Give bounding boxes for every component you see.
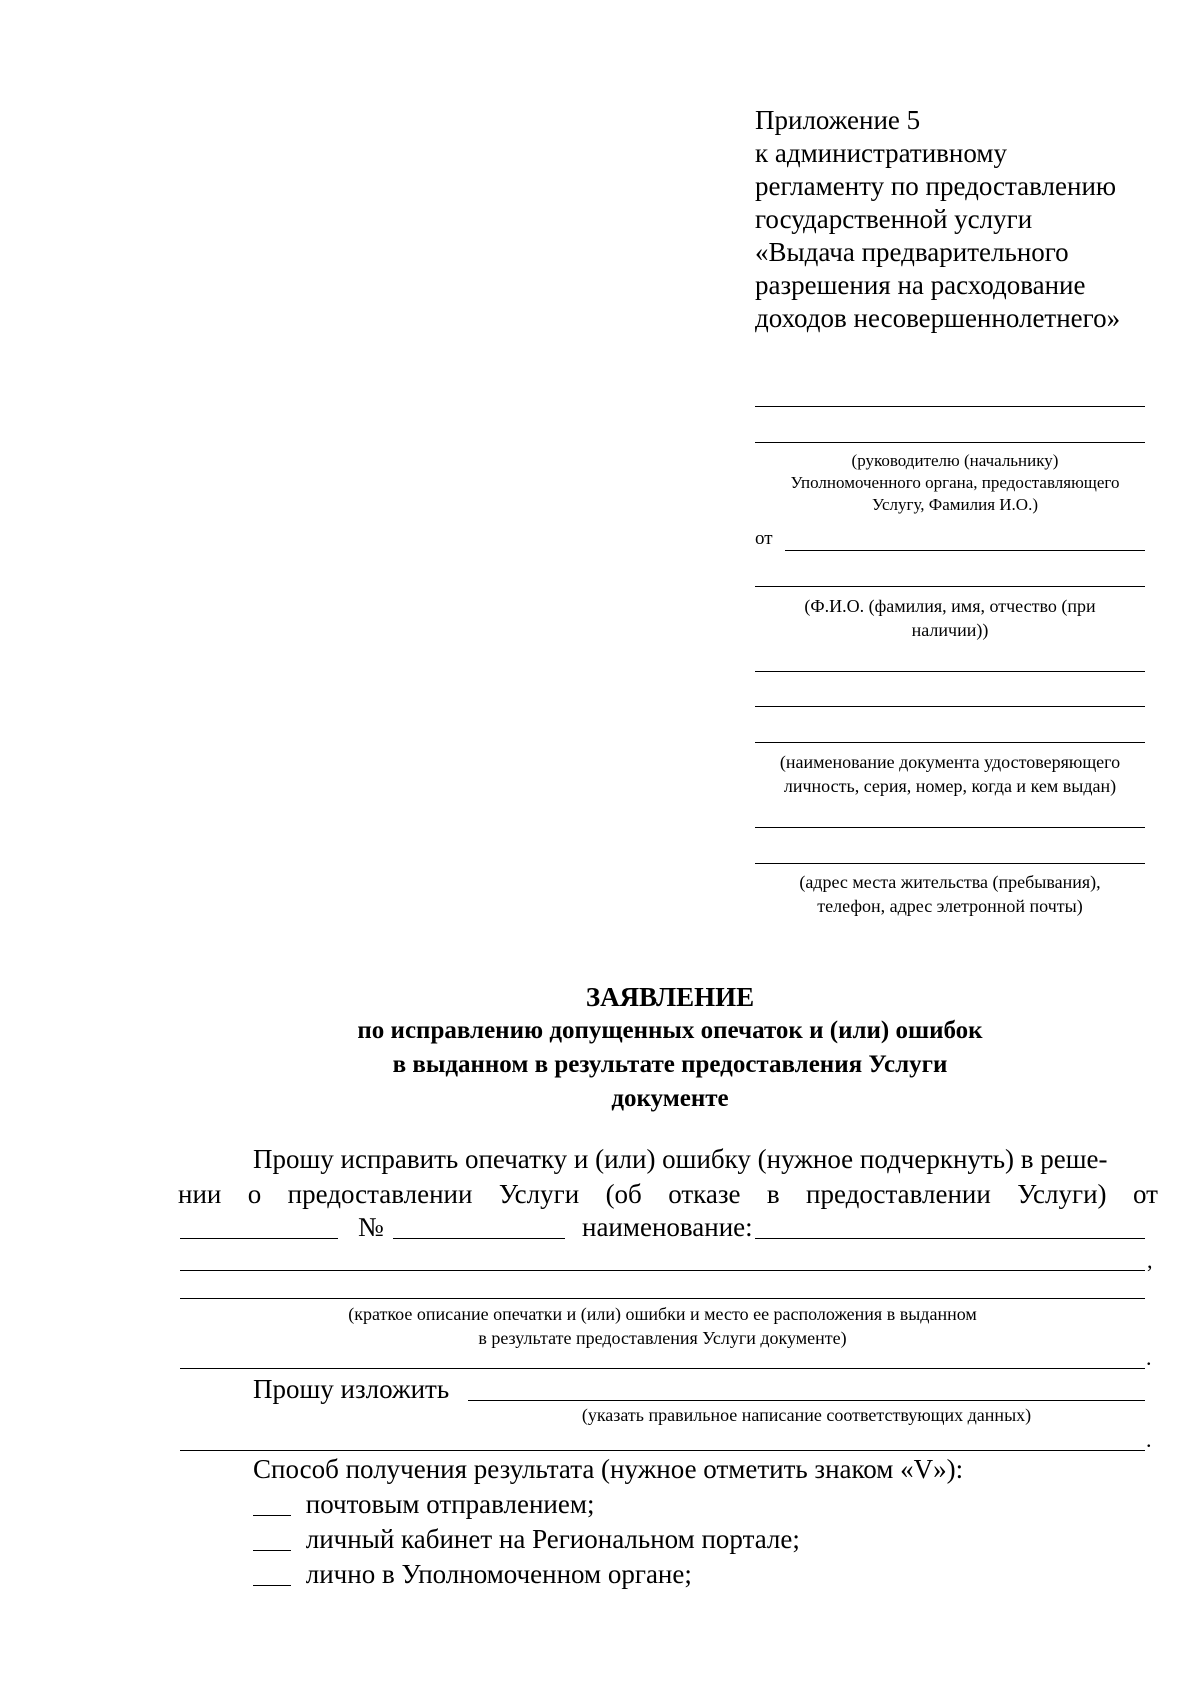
addressee-blank-2[interactable] bbox=[755, 442, 1145, 443]
caption-line: (краткое описание опечатки и (или) ошибки и место ее расположения в выданном bbox=[348, 1304, 977, 1324]
restate-blank[interactable] bbox=[468, 1400, 1145, 1401]
doc-caption bbox=[745, 750, 1155, 798]
address-caption bbox=[755, 870, 1145, 918]
option-label: почтовым отправлением; bbox=[305, 1489, 595, 1519]
option-label: личный кабинет на Региональном портале; bbox=[305, 1524, 800, 1554]
word: предоставлении bbox=[287, 1179, 473, 1209]
addressee-caption bbox=[745, 450, 1165, 516]
annex-line: государственной услуги bbox=[755, 204, 1033, 234]
option-checkbox-blank[interactable] bbox=[253, 1585, 291, 1586]
request-line-2 bbox=[178, 1177, 1158, 1211]
option-postal[interactable] bbox=[253, 1487, 594, 1521]
caption-line: (руководителю (начальнику) bbox=[851, 451, 1059, 470]
annex-header bbox=[755, 104, 1175, 335]
option-checkbox-blank[interactable] bbox=[253, 1550, 291, 1551]
word: от bbox=[1132, 1179, 1158, 1209]
number-blank[interactable] bbox=[393, 1238, 565, 1239]
word: в bbox=[766, 1179, 780, 1209]
caption-line: Уполномоченного органа, предоставляющего bbox=[790, 473, 1120, 492]
subtitle-line: в выданном в результате предоставления Услуги bbox=[392, 1051, 948, 1078]
option-checkbox-blank[interactable] bbox=[253, 1515, 291, 1516]
annex-line: к административному bbox=[755, 138, 1007, 168]
word: отказе bbox=[668, 1179, 741, 1209]
restate-blank-2[interactable] bbox=[180, 1450, 1145, 1451]
word: Услуги) bbox=[1017, 1179, 1107, 1209]
document-heading: ЗАЯВЛЕНИЕ bbox=[585, 982, 755, 1012]
from-blank-2[interactable] bbox=[755, 586, 1145, 587]
caption-line: (Ф.И.О. (фамилия, имя, отчество (при bbox=[804, 596, 1096, 616]
annex-line: Приложение 5 bbox=[755, 105, 921, 135]
description-caption bbox=[180, 1302, 1145, 1350]
subtitle-line: документе bbox=[611, 1085, 729, 1112]
annex-line: доходов несовершеннолетнего» bbox=[755, 303, 1121, 333]
option-in-person[interactable] bbox=[253, 1557, 692, 1591]
from-blank[interactable] bbox=[785, 550, 1145, 551]
word: Услуги bbox=[498, 1179, 580, 1209]
caption-line: личность, серия, номер, когда и кем выдан) bbox=[783, 776, 1117, 796]
fio-caption bbox=[755, 594, 1145, 642]
annex-line: регламенту по предоставлению bbox=[755, 171, 1117, 201]
name-blank[interactable] bbox=[755, 1238, 1145, 1239]
restate-label: Прошу изложить bbox=[253, 1374, 450, 1404]
date-blank[interactable] bbox=[180, 1238, 338, 1239]
caption-line: Услугу, Фамилия И.О.) bbox=[872, 495, 1038, 514]
address-blank-1[interactable] bbox=[755, 827, 1145, 828]
option-portal[interactable] bbox=[253, 1522, 800, 1556]
caption-line: наличии)) bbox=[911, 620, 989, 640]
caption-line: телефон, адрес элетронной почты) bbox=[817, 896, 1083, 916]
description-comma: , bbox=[1147, 1248, 1153, 1273]
doc-blank-3[interactable] bbox=[755, 742, 1145, 743]
caption-line: (наименование документа удостоверяющего bbox=[779, 752, 1121, 772]
caption-line: (адрес места жительства (пребывания), bbox=[799, 872, 1101, 892]
from-label: от bbox=[755, 528, 773, 549]
option-label: лично в Уполномоченном органе; bbox=[305, 1559, 692, 1589]
method-label: Способ получения результата (нужное отметить знаком «V»): bbox=[253, 1454, 964, 1484]
caption-line: в результате предоставления Услуги документе) bbox=[478, 1328, 847, 1348]
doc-blank-1[interactable] bbox=[755, 671, 1145, 672]
addressee-blank-1[interactable] bbox=[755, 406, 1145, 407]
word: предоставлении bbox=[806, 1179, 991, 1209]
request-line-1: Прошу исправить опечатку и (или) ошибку (нужное подчеркнуть) в реше- bbox=[253, 1144, 1108, 1174]
annex-line: разрешения на расходование bbox=[755, 270, 1086, 300]
address-blank-2[interactable] bbox=[755, 863, 1145, 864]
word: (об bbox=[605, 1179, 642, 1209]
number-sign: № bbox=[358, 1212, 384, 1242]
description-blank-3[interactable] bbox=[180, 1368, 1145, 1369]
description-blank-1[interactable] bbox=[180, 1270, 1145, 1271]
annex-line: «Выдача предварительного bbox=[755, 237, 1069, 267]
description-period: . bbox=[1146, 1345, 1152, 1370]
word: нии bbox=[178, 1179, 222, 1209]
word: о bbox=[247, 1179, 262, 1209]
subtitle-line: по исправлению допущенных опечаток и (или) ошибок bbox=[357, 1017, 983, 1044]
description-blank-2[interactable] bbox=[180, 1298, 1145, 1299]
doc-blank-2[interactable] bbox=[755, 706, 1145, 707]
restate-caption: (указать правильное написание соответствующих данных) bbox=[581, 1405, 1032, 1425]
restate-period: . bbox=[1146, 1427, 1152, 1452]
name-label: наименование: bbox=[582, 1212, 753, 1242]
document-subtitle bbox=[150, 1014, 1190, 1116]
